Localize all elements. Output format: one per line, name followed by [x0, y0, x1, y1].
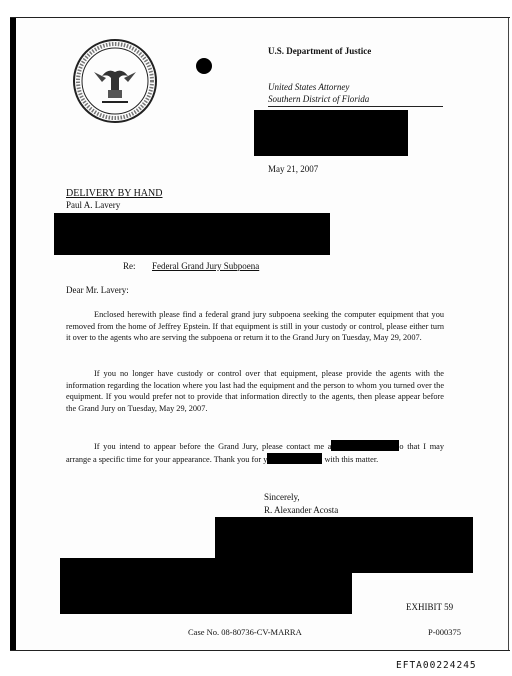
delivery-method: DELIVERY BY HAND [66, 188, 163, 199]
closing: Sincerely, [264, 492, 300, 502]
page-number: P-000375 [428, 627, 462, 637]
salutation: Dear Mr. Lavery: [66, 285, 129, 295]
bates-stamp: EFTA00224245 [396, 660, 477, 671]
body-paragraph: Enclosed herewith please find a federal grand jury subpoena seeking the computer equipment that you removed from the home of Jeffrey Epstein. If that equipment is still in your custody or control, please either turn it over to the agents who are serving the subpoena or return it to the Grand Jury on Tuesday, May 29, 2007. [66, 310, 444, 342]
re-subject: Federal Grand Jury Subpoena [152, 261, 260, 271]
body-paragraph: If you no longer have custody or control over that equipment, please provide the agents with the information regarding the location where you last had the equipment and the person to whom you turned over the equipment. If you would prefer not to provide that information directly to the agents, then please appear before the Grand Jury on Tuesday, May 29, 2007. [66, 369, 444, 413]
case-number: Case No. 08-80736-CV-MARRA [188, 627, 302, 637]
signer-name: R. Alexander Acosta [264, 505, 339, 515]
exhibit-label: EXHIBIT 59 [406, 602, 454, 612]
redaction-box [54, 213, 330, 255]
scan-edge-line [508, 18, 509, 650]
scan-edge-bar [10, 18, 16, 650]
letter-date: May 21, 2007 [268, 164, 319, 174]
redaction-box [60, 558, 352, 614]
inline-redaction [331, 440, 399, 451]
body-paragraph: If you intend to appear before the Grand Jury, please contact me a o that I may arrange a specific time for your appearance. Thank you for y with this matter. [66, 442, 444, 464]
scan-artifact-dot [196, 58, 212, 74]
re-label: Re: [123, 261, 136, 271]
doj-seal-icon [72, 38, 158, 124]
office-name: United States Attorney Southern District of Florida [268, 82, 370, 104]
department-name: U.S. Department of Justice [268, 46, 372, 56]
addressee-name: Paul A. Lavery [66, 200, 121, 210]
document-page [10, 17, 510, 651]
inline-redaction [267, 453, 322, 464]
letterhead-rule [268, 106, 443, 107]
redaction-box [254, 110, 408, 156]
